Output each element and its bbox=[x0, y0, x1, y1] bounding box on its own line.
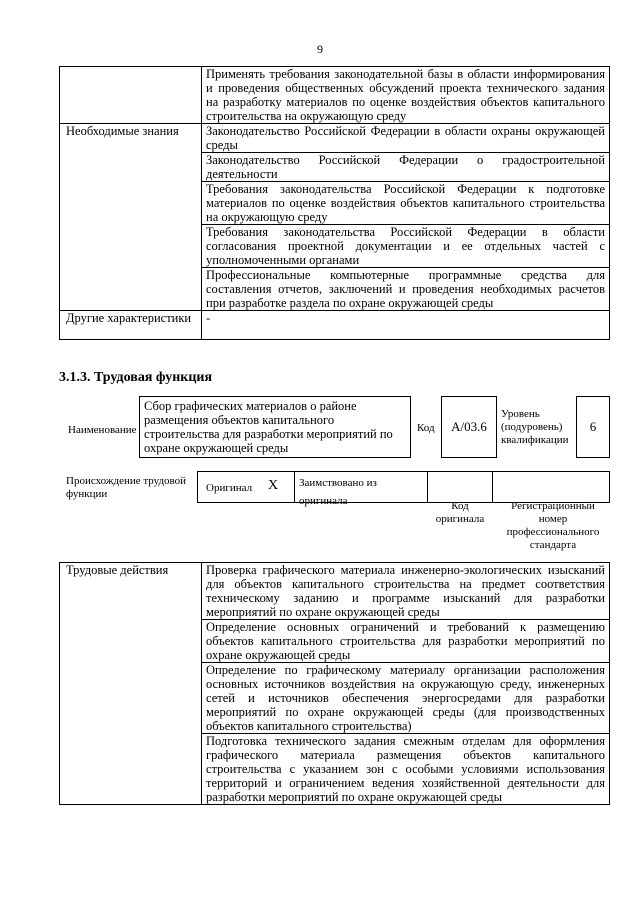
code-box: А/03.6 bbox=[441, 396, 497, 458]
action-item: Проверка графического материала инженерно-экологических изысканий для объектов капитального строительства на предмет соответствия техническому заданию и программе изысканий для разработки мероприятий по охране окружающей среды bbox=[202, 563, 610, 620]
knowledge-item: Требования законодательства Российской Федерации в области согласования проектной документации и ее отдельных частей с уполномоченными органами bbox=[202, 225, 610, 268]
labor-actions-table bbox=[59, 562, 610, 805]
action-item: Определение основных ограничений и требований к размещению объектов капитального строительства для разработки мероприятий по охране окружающей среды bbox=[202, 620, 610, 663]
skill-item: Применять требования законодательной базы в области информирования и проведения общественных обсуждений проекта технического задания на разработку материалов по оценке воздействия объектов капитального строительства на окружающую среду bbox=[202, 67, 610, 124]
code-original-cell bbox=[427, 471, 493, 503]
origin-label: Происхождение трудовой функции bbox=[66, 475, 187, 500]
table-row bbox=[60, 311, 610, 340]
level-label: Уровень (подуровень) квалификации bbox=[501, 408, 569, 446]
level-box: 6 bbox=[576, 396, 610, 458]
action-item: Определение по графическому материалу организации расположения основных источников воздействия на окружающую среду, инженерных сетей и источников обеспечения энергосредами для разработки мероприятий по охране окружающей среды (для производственных объектов капитального строительства) bbox=[202, 663, 610, 734]
knowledge-item: Профессиональные компьютерные программные средства для составления отчетов, заключений и проведения необходимых расчетов при разработке раздела по охране окружающей среды bbox=[202, 268, 610, 311]
other-item: - bbox=[202, 311, 610, 340]
row-label bbox=[60, 67, 202, 124]
original-label: Оригинал bbox=[206, 482, 253, 494]
row-label-actions: Трудовые действия bbox=[60, 563, 202, 805]
function-name-box: Сбор графических материалов о районе размещения объектов капитального строительства для разработки мероприятий по охране окружающей среды bbox=[139, 396, 411, 458]
knowledge-item: Законодательство Российской Федерации в области охраны окружающей среды bbox=[202, 124, 610, 153]
reg-number-label: Регистрационный номер профессионального стандарта bbox=[506, 500, 600, 551]
skills-knowledge-table bbox=[59, 66, 610, 340]
reg-number-cell bbox=[492, 471, 610, 503]
original-cell bbox=[197, 471, 295, 503]
knowledge-item: Законодательство Российской Федерации о градостроительной деятельности bbox=[202, 153, 610, 182]
section-title: 3.1.3. Трудовая функция bbox=[59, 370, 213, 385]
name-label: Наименование bbox=[68, 424, 137, 436]
action-item: Подготовка технического задания смежным отделам для оформления графического материала размещения объектов капитального строительства с указанием зон с особыми условиями использования территорий и ограничением ведения хозяйственной деятельности для разработки мероприятий по охране окружающей среды bbox=[202, 734, 610, 805]
code-original-label: Код оригинала bbox=[435, 500, 485, 525]
row-label-other: Другие характеристики bbox=[60, 311, 202, 340]
borrowed-cell bbox=[294, 471, 428, 507]
table-row bbox=[60, 563, 610, 620]
knowledge-item: Требования законодательства Российской Федерации к подготовке материалов по оценке воздействия объектов капитального строительства на окружающую среду bbox=[202, 182, 610, 225]
table-row bbox=[60, 124, 610, 153]
page-number: 9 bbox=[317, 42, 323, 56]
original-mark: X bbox=[268, 478, 279, 493]
code-label: Код bbox=[417, 422, 435, 434]
borrowed-label: Заимствовано из оригинала bbox=[299, 477, 377, 507]
table-row bbox=[60, 67, 610, 124]
row-label-knowledge: Необходимые знания bbox=[60, 124, 202, 311]
